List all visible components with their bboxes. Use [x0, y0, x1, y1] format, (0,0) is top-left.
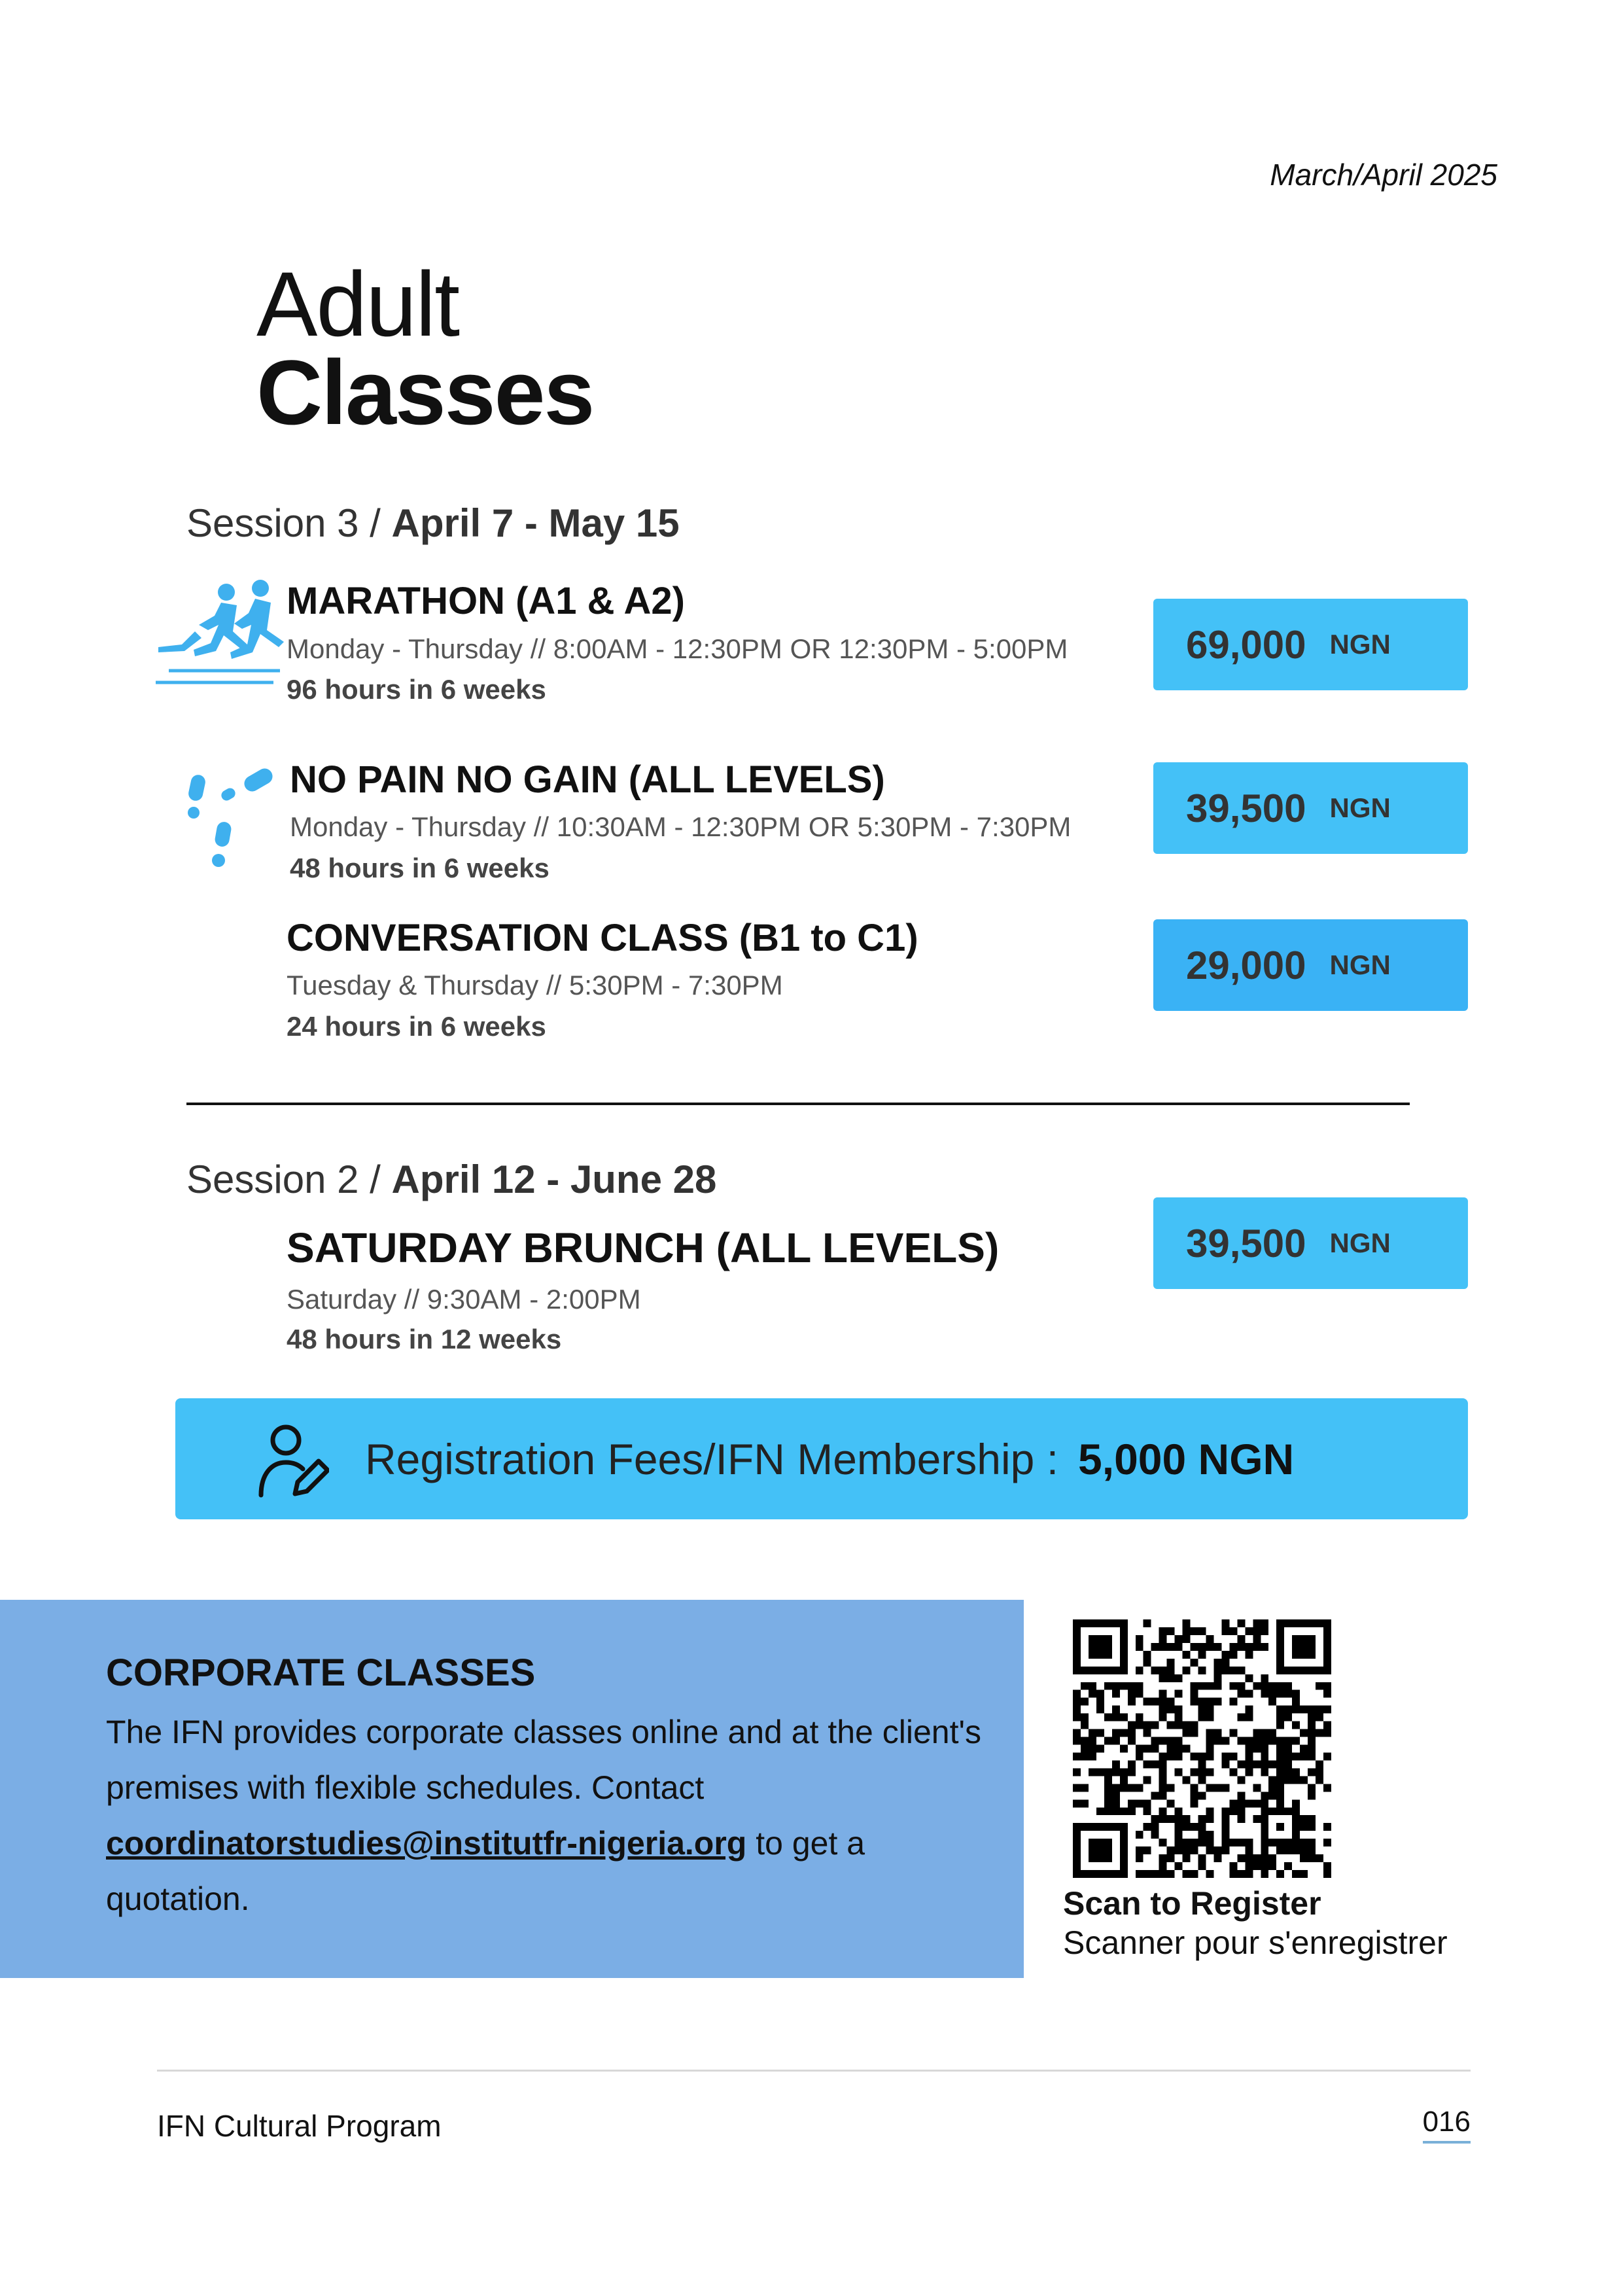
registration-value: 5,000 NGN	[1078, 1434, 1295, 1483]
course-schedule: Saturday // 9:30AM - 2:00PM	[287, 1284, 641, 1315]
price-badge	[1153, 762, 1468, 854]
corporate-text-after: to get a quotation.	[106, 1825, 865, 1917]
page-title-line2: Classes	[256, 341, 594, 444]
session-3-label: Session 3 /	[186, 501, 392, 545]
course-hours: 24 hours in 6 weeks	[287, 1011, 546, 1042]
page-number: 016	[1423, 2106, 1471, 2144]
course-hours: 48 hours in 6 weeks	[290, 853, 550, 883]
registration-fee-bar	[175, 1398, 1468, 1519]
user-edit-icon	[257, 1423, 329, 1500]
session-2-dates: April 12 - June 28	[391, 1157, 717, 1201]
course-schedule: Monday - Thursday // 8:00AM - 12:30PM OR 12:30PM - 5:00PM	[287, 633, 1068, 664]
course-name: SATURDAY BRUNCH (ALL LEVELS)	[287, 1224, 1000, 1271]
registration-label: Registration Fees/IFN Membership :	[365, 1434, 1059, 1483]
scan-to-register-french: Scanner pour s'enregistrer	[1063, 1924, 1448, 1961]
scan-to-register-label: Scan to Register	[1063, 1885, 1321, 1922]
corporate-email-link[interactable]: coordinatorstudies@institutfr-nigeria.org	[106, 1825, 747, 1862]
section-divider	[186, 1103, 1410, 1105]
price-badge	[1153, 919, 1468, 1011]
price-currency: NGN	[1329, 1227, 1391, 1258]
corporate-text-before: The IFN provides corporate classes online and at the client's premises with flexible schedules. Contact	[106, 1714, 982, 1806]
runners-icon	[156, 579, 287, 694]
price-amount: 69,000	[1186, 622, 1306, 667]
page-title-line1: Adult	[256, 253, 459, 355]
session-3-dates: April 7 - May 15	[391, 501, 680, 545]
course-name: MARATHON (A1 & A2)	[287, 580, 685, 622]
price-badge	[1153, 1197, 1468, 1289]
price-currency: NGN	[1329, 949, 1391, 980]
price-amount: 39,500	[1186, 786, 1306, 830]
corporate-title: CORPORATE CLASSES	[106, 1651, 536, 1694]
course-schedule: Tuesday & Thursday // 5:30PM - 7:30PM	[287, 970, 783, 1000]
session-2-label: Session 2 /	[186, 1157, 392, 1201]
footprints-icon	[184, 766, 283, 874]
issue-date: March/April 2025	[1270, 158, 1497, 192]
corporate-classes-panel	[0, 1600, 1024, 1978]
corporate-description	[106, 1704, 996, 1927]
session-2-heading	[186, 1157, 716, 1202]
qr-code[interactable]	[1073, 1619, 1331, 1878]
price-amount: 29,000	[1186, 943, 1306, 987]
footer-program: IFN Cultural Program	[157, 2109, 442, 2143]
footer-divider	[157, 2070, 1471, 2072]
price-amount: 39,500	[1186, 1221, 1306, 1265]
price-currency: NGN	[1329, 629, 1391, 660]
course-hours: 48 hours in 12 weeks	[287, 1324, 562, 1354]
price-currency: NGN	[1329, 792, 1391, 823]
course-hours: 96 hours in 6 weeks	[287, 674, 546, 705]
course-schedule: Monday - Thursday // 10:30AM - 12:30PM OR 5:30PM - 7:30PM	[290, 811, 1072, 842]
course-name: NO PAIN NO GAIN (ALL LEVELS)	[290, 758, 885, 801]
price-badge	[1153, 599, 1468, 690]
session-3-heading	[186, 501, 680, 546]
course-name: CONVERSATION CLASS (B1 to C1)	[287, 917, 918, 959]
